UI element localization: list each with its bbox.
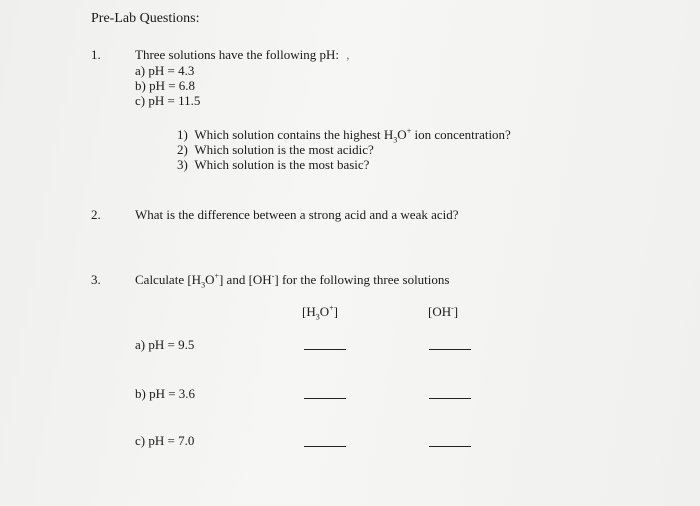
q2-number: 2. [91,207,101,222]
q2-prompt: What is the difference between a strong acid and a weak acid? [135,207,459,222]
q1-solution-c: c) pH = 11.5 [135,93,201,108]
answer-blank-a-oh[interactable] [429,349,471,350]
q3-row-c: c) pH = 7.0 [135,433,195,448]
q1-prompt: Three solutions have the following pH: , [135,47,350,62]
q3-column-oh: [OH-] [428,303,459,319]
pencil-mark: , [346,47,350,62]
answer-blank-a-h3o[interactable] [304,349,346,350]
q3-row-b: b) pH = 3.6 [135,386,196,401]
q1-solution-a: a) pH = 4.3 [135,63,195,78]
answer-blank-b-oh[interactable] [429,398,471,399]
q1-subquestion-2: 2) Which solution is the most acidic? [177,142,374,157]
page-title: Pre-Lab Questions: [91,11,200,26]
answer-blank-c-h3o[interactable] [304,446,346,447]
answer-blank-c-oh[interactable] [429,446,471,447]
q3-prompt: Calculate $[H_3O^+]$ and [OH-] for the following three solutions [135,271,450,290]
q1-subquestion-3: 3) Which solution is the most basic? [177,157,370,172]
answer-blank-b-h3o[interactable] [304,398,346,399]
q3-row-a: a) pH = 9.5 [135,337,195,352]
q1-number: 1. [91,47,101,62]
q1-subquestion-1: 1) Which solution contains the highest $H_3O^+$ ion concentration? [177,126,511,145]
q3-number: 3. [91,272,101,287]
q3-column-h3o: $[H_3O^+]$ [302,303,338,322]
q1-solution-b: b) pH = 6.8 [135,78,196,93]
